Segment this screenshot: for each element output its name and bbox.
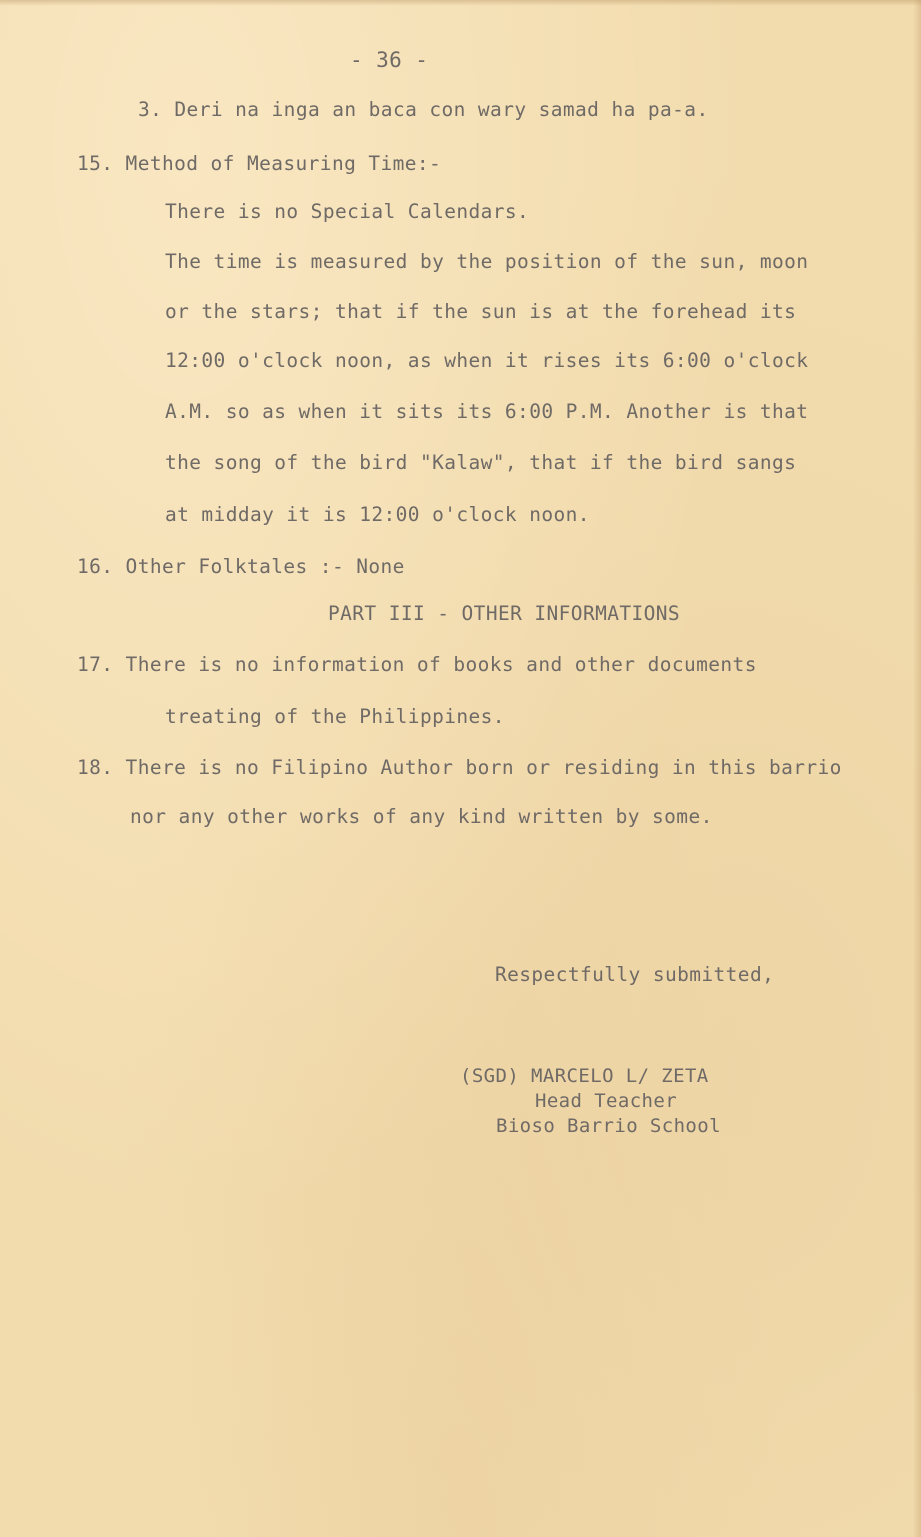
item-15-line-1: There is no Special Calendars. <box>165 200 530 223</box>
item-3-line: 3. Deri na inga an baca con wary samad ha pa-a. <box>138 98 709 121</box>
signature-title: Head Teacher <box>535 1090 678 1112</box>
part-3-heading: PART III - OTHER INFORMATIONS <box>328 602 681 625</box>
paper-top-edge <box>0 0 921 6</box>
item-15-line-3: or the stars; that if the sun is at the forehead its <box>165 300 797 323</box>
item-15-line-7: at midday it is 12:00 o'clock noon. <box>165 503 590 526</box>
item-17-line-2: treating of the Philippines. <box>165 705 505 728</box>
item-16-line: 16. Other Folktales :- None <box>77 555 405 578</box>
item-15-line-5: A.M. so as when it sits its 6:00 P.M. Another is that <box>165 400 809 423</box>
item-15-line-4: 12:00 o'clock noon, as when it rises its 6:00 o'clock <box>165 349 809 372</box>
item-17-line-1: 17. There is no information of books and other documents <box>77 653 757 676</box>
paper-right-edge <box>913 0 921 1537</box>
item-15-heading: 15. Method of Measuring Time:- <box>77 152 442 175</box>
signature-name: (SGD) MARCELO L/ ZETA <box>460 1065 709 1087</box>
item-15-line-2: The time is measured by the position of the sun, moon <box>165 250 809 273</box>
item-18-line-1: 18. There is no Filipino Author born or residing in this barrio <box>77 756 842 779</box>
item-15-line-6: the song of the bird "Kalaw", that if the bird sangs <box>165 451 797 474</box>
signature-school: Bioso Barrio School <box>496 1115 721 1137</box>
closing-text: Respectfully submitted, <box>495 963 775 986</box>
page-number: - 36 - <box>350 48 429 72</box>
item-18-line-2: nor any other works of any kind written by some. <box>130 805 713 828</box>
